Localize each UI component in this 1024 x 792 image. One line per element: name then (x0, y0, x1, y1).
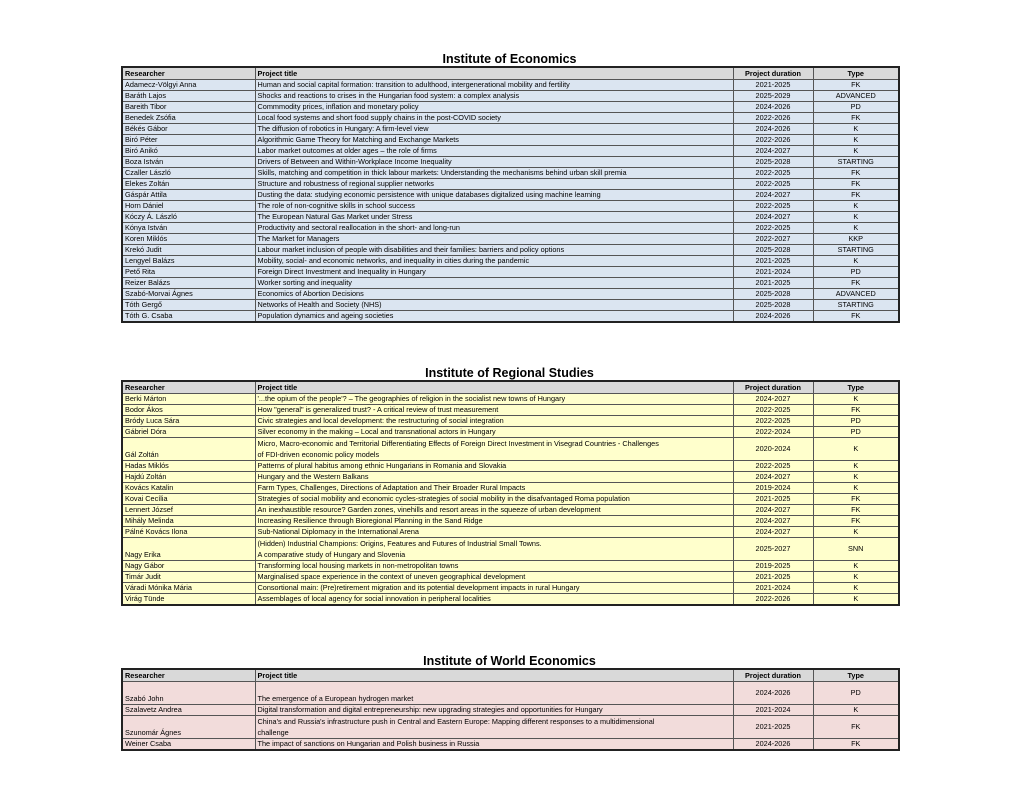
project-title-cell: Dusting the data: studying economic persistence with unique databases digitalized using machine learning (255, 190, 733, 201)
table-row (122, 179, 899, 190)
table-row (122, 438, 899, 461)
project-title-line (258, 682, 731, 693)
duration-cell: 2025-2029 (733, 91, 813, 102)
duration-cell: 2022-2025 (733, 405, 813, 416)
project-title-cell: Shocks and reactions to crises in the Hungarian food system: a complex analysis (255, 91, 733, 102)
table-header-row (122, 67, 899, 80)
project-title-line: A comparative study of Hungary and Slovenia (257, 550, 406, 559)
duration-cell: 2024-2026 (733, 124, 813, 135)
type-cell: PD (813, 267, 899, 278)
researcher-cell: Reizer Balázs (122, 278, 255, 289)
researcher-cell: Kónya István (122, 223, 255, 234)
project-title-cell: Drivers of Between and Within-Workplace Income Inequality (255, 157, 733, 168)
type-cell: KKP (813, 234, 899, 245)
researcher-cell: Gáspár Attila (122, 190, 255, 201)
world-economics-table (121, 668, 900, 751)
researcher-cell: Berki Márton (122, 394, 255, 405)
project-title-cell (255, 438, 733, 461)
type-cell: K (813, 461, 899, 472)
project-title-cell: Mobility, social- and economic networks, and inequality in cities during the pandemic (255, 256, 733, 267)
duration-cell: 2024-2027 (733, 505, 813, 516)
project-title-cell: Labor market outcomes at older ages – the role of firms (255, 146, 733, 157)
table-row (122, 135, 899, 146)
table-row (122, 538, 899, 561)
project-title-cell: Labour market inclusion of people with disabilities and their families: barriers and policy options (255, 245, 733, 256)
researcher-cell: Hadas Miklós (122, 461, 255, 472)
table-row (122, 289, 899, 300)
type-cell: K (813, 256, 899, 267)
project-title-cell: Increasing Resilience through Bioregional Planning in the Sand Ridge (255, 516, 733, 527)
project-title-cell: Networks of Health and Society (NHS) (255, 300, 733, 311)
researcher-cell: Adamecz-Völgyi Anna (122, 80, 255, 91)
type-cell: K (813, 527, 899, 538)
col-type-header: Type (813, 67, 899, 80)
researcher-cell: Kovács Katalin (122, 483, 255, 494)
duration-cell: 2025-2028 (733, 157, 813, 168)
researcher-cell: Mihály Melinda (122, 516, 255, 527)
project-title-cell: How "general" is generalized trust? - A critical review of trust measurement (255, 405, 733, 416)
project-title-cell (255, 682, 733, 705)
researcher-cell: Lengyel Balázs (122, 256, 255, 267)
type-cell: K (813, 124, 899, 135)
researcher-cell: Tóth G. Csaba (122, 311, 255, 323)
researcher-cell: Nagy Gábor (122, 561, 255, 572)
table-row (122, 472, 899, 483)
type-cell: FK (813, 716, 899, 739)
type-cell: STARTING (813, 245, 899, 256)
project-title-cell: Economics of Abortion Decisions (255, 289, 733, 300)
researcher-cell: Bródy Luca Sára (122, 416, 255, 427)
researcher-cell: Virág Tünde (122, 594, 255, 606)
type-cell: FK (813, 80, 899, 91)
table-row (122, 505, 899, 516)
table-row (122, 561, 899, 572)
type-cell: K (813, 561, 899, 572)
researcher-cell: Kovai Cecília (122, 494, 255, 505)
duration-cell: 2021-2025 (733, 80, 813, 91)
table-row (122, 234, 899, 245)
researcher-cell: Horn Dániel (122, 201, 255, 212)
project-title-cell: Assemblages of local agency for social innovation in peripheral localities (255, 594, 733, 606)
duration-cell: 2022-2025 (733, 416, 813, 427)
duration-cell: 2021-2025 (733, 494, 813, 505)
table-row (122, 300, 899, 311)
type-cell: FK (813, 179, 899, 190)
type-cell: K (813, 394, 899, 405)
researcher-cell: Pető Rita (122, 267, 255, 278)
table-row (122, 461, 899, 472)
duration-cell: 2024-2027 (733, 394, 813, 405)
project-title-cell (255, 716, 733, 739)
table-row (122, 583, 899, 594)
researcher-cell: Biró Péter (122, 135, 255, 146)
duration-cell: 2024-2027 (733, 472, 813, 483)
type-cell: K (813, 583, 899, 594)
researcher-cell: Kóczy Á. László (122, 212, 255, 223)
type-cell: K (813, 472, 899, 483)
col-title-header: Project title (255, 67, 733, 80)
type-cell: ADVANCED (813, 289, 899, 300)
table-row (122, 739, 899, 751)
table-row (122, 682, 899, 705)
project-title-line: Micro, Macro-economic and Territorial Differentiating Effects of Foreign Direct Investment in Visegrad Countries - Challenges (257, 439, 659, 448)
duration-cell: 2022-2026 (733, 135, 813, 146)
type-cell: K (813, 201, 899, 212)
table-row (122, 516, 899, 527)
duration-cell: 2020-2024 (733, 438, 813, 461)
duration-cell: 2022-2025 (733, 201, 813, 212)
type-cell: FK (813, 505, 899, 516)
researcher-cell: Hajdú Zoltán (122, 472, 255, 483)
project-title-cell: An inexhaustible resource? Garden zones, vinehills and resort areas in the squeeze of urban development (255, 505, 733, 516)
researcher-cell: Békés Gábor (122, 124, 255, 135)
duration-cell: 2021-2025 (733, 256, 813, 267)
project-title-cell: Population dynamics and ageing societies (255, 311, 733, 323)
duration-cell: 2024-2027 (733, 190, 813, 201)
project-title-cell: Strategies of social mobility and economic cycles-strategies of social mobility in the disafvantaged Roma population (255, 494, 733, 505)
project-title-cell: The role of non-cognitive skills in school success (255, 201, 733, 212)
table-row (122, 716, 899, 739)
researcher-cell: Szalavetz Andrea (122, 705, 255, 716)
project-title-cell: '...the opium of the people'? – The geographies of religion in the socialist new towns of Hungary (255, 394, 733, 405)
duration-cell: 2025-2028 (733, 289, 813, 300)
type-cell: FK (813, 113, 899, 124)
table-header-row (122, 381, 899, 394)
researcher-cell: Koren Miklós (122, 234, 255, 245)
duration-cell: 2024-2026 (733, 682, 813, 705)
researcher-cell: Szabó-Morvai Ágnes (122, 289, 255, 300)
section-title: Institute of Economics (442, 52, 577, 66)
type-cell: K (813, 223, 899, 234)
project-title-cell: Foreign Direct Investment and Inequality in Hungary (255, 267, 733, 278)
table-row (122, 80, 899, 91)
table-row (122, 146, 899, 157)
project-title-cell: Civic strategies and local development: the restructuring of social integration (255, 416, 733, 427)
project-title-line: challenge (257, 728, 289, 737)
duration-cell: 2024-2027 (733, 146, 813, 157)
duration-cell: 2021-2024 (733, 583, 813, 594)
duration-cell: 2021-2025 (733, 716, 813, 739)
col-duration-header: Project duration (733, 67, 813, 80)
project-title-cell (255, 538, 733, 561)
duration-cell: 2019-2024 (733, 483, 813, 494)
table-row (122, 527, 899, 538)
researcher-cell: Weiner Csaba (122, 739, 255, 751)
type-cell: FK (813, 405, 899, 416)
regional-table (121, 380, 900, 606)
researcher-cell: Elekes Zoltán (122, 179, 255, 190)
type-cell: K (813, 572, 899, 583)
table-row (122, 256, 899, 267)
col-title-header: Project title (255, 381, 733, 394)
researcher-cell: Szabó John (122, 682, 255, 705)
duration-cell: 2025-2028 (733, 245, 813, 256)
researcher-cell: Boza István (122, 157, 255, 168)
researcher-cell: Szunomár Ágnes (122, 716, 255, 739)
researcher-cell: Czaller László (122, 168, 255, 179)
duration-cell: 2021-2024 (733, 705, 813, 716)
table-row (122, 405, 899, 416)
researcher-cell: Timár Judit (122, 572, 255, 583)
table-row (122, 394, 899, 405)
type-cell: FK (813, 516, 899, 527)
table-row (122, 223, 899, 234)
table-row (122, 572, 899, 583)
duration-cell: 2022-2027 (733, 234, 813, 245)
researcher-cell: Váradi Mónika Mária (122, 583, 255, 594)
project-title-line: The emergence of a European hydrogen market (257, 694, 414, 703)
section-regional (121, 366, 898, 606)
duration-cell: 2024-2026 (733, 739, 813, 751)
project-title-line: China's and Russia's infrastructure push in Central and Eastern Europe: Mapping different responses to a multidimensional (257, 717, 655, 726)
duration-cell: 2024-2026 (733, 102, 813, 113)
table-row (122, 113, 899, 124)
duration-cell: 2024-2027 (733, 527, 813, 538)
table-row (122, 124, 899, 135)
type-cell: FK (813, 190, 899, 201)
table-row (122, 427, 899, 438)
col-type-header: Type (813, 381, 899, 394)
type-cell: FK (813, 278, 899, 289)
table-row (122, 245, 899, 256)
table-row (122, 102, 899, 113)
economics-table (121, 66, 900, 323)
duration-cell: 2024-2026 (733, 311, 813, 323)
researcher-cell: Benedek Zsófia (122, 113, 255, 124)
duration-cell: 2022-2026 (733, 113, 813, 124)
project-title-cell: Skills, matching and competition in thick labour markets: Understanding the mechanisms behind urban skill premia (255, 168, 733, 179)
researcher-cell: Bareith Tibor (122, 102, 255, 113)
duration-cell: 2022-2025 (733, 179, 813, 190)
duration-cell: 2025-2027 (733, 538, 813, 561)
table-row (122, 278, 899, 289)
project-title-cell: Marginalised space experience in the context of uneven geographical development (255, 572, 733, 583)
project-title-cell: Worker sorting and inequality (255, 278, 733, 289)
table-row (122, 416, 899, 427)
section-world-economics (121, 654, 898, 751)
col-researcher-header: Researcher (122, 669, 255, 682)
col-duration-header: Project duration (733, 381, 813, 394)
duration-cell: 2021-2025 (733, 278, 813, 289)
type-cell: PD (813, 416, 899, 427)
type-cell: STARTING (813, 157, 899, 168)
type-cell: K (813, 594, 899, 606)
project-title-cell: Sub-National Diplomacy in the International Arena (255, 527, 733, 538)
project-title-cell: The diffusion of robotics in Hungary: A firm-level view (255, 124, 733, 135)
type-cell: FK (813, 311, 899, 323)
researcher-cell: Baráth Lajos (122, 91, 255, 102)
researcher-cell: Bodor Ákos (122, 405, 255, 416)
researcher-cell: Krekó Judit (122, 245, 255, 256)
duration-cell: 2022-2025 (733, 461, 813, 472)
type-cell: ADVANCED (813, 91, 899, 102)
table-row (122, 91, 899, 102)
col-researcher-header: Researcher (122, 67, 255, 80)
col-researcher-header: Researcher (122, 381, 255, 394)
section-title: Institute of World Economics (423, 654, 596, 668)
project-title-cell: The Market for Managers (255, 234, 733, 245)
col-duration-header: Project duration (733, 669, 813, 682)
type-cell: PD (813, 102, 899, 113)
type-cell: FK (813, 494, 899, 505)
project-title-cell: Silver economy in the making – Local and transnational actors in Hungary (255, 427, 733, 438)
section-economics (121, 52, 898, 323)
duration-cell: 2019-2025 (733, 561, 813, 572)
duration-cell: 2024-2027 (733, 212, 813, 223)
project-title-cell: Human and social capital formation: transition to adulthood, intergenerational mobility and fertility (255, 80, 733, 91)
researcher-cell: Nagy Erika (122, 538, 255, 561)
duration-cell: 2022-2025 (733, 168, 813, 179)
project-title-cell: Productivity and sectoral reallocation in the short- and long-run (255, 223, 733, 234)
table-row (122, 201, 899, 212)
project-title-cell: The impact of sanctions on Hungarian and Polish business in Russia (255, 739, 733, 751)
type-cell: K (813, 483, 899, 494)
table-row (122, 157, 899, 168)
type-cell: SNN (813, 538, 899, 561)
type-cell: FK (813, 739, 899, 751)
type-cell: K (813, 135, 899, 146)
col-title-header: Project title (255, 669, 733, 682)
project-title-line: (Hidden) Industrial Champions: Origins, Features and Futures of Industrial Small Towns. (257, 539, 542, 548)
table-row (122, 594, 899, 606)
project-title-cell: Digital transformation and digital entrepreneurship: new upgrading strategies and opportunities for Hungary (255, 705, 733, 716)
project-title-cell: Patterns of plural habitus among ethnic Hungarians in Romania and Slovakia (255, 461, 733, 472)
table-row (122, 190, 899, 201)
table-row (122, 311, 899, 323)
table-row (122, 705, 899, 716)
project-title-cell: Algorithmic Game Theory for Matching and Exchange Markets (255, 135, 733, 146)
table-row (122, 212, 899, 223)
duration-cell: 2021-2025 (733, 572, 813, 583)
type-cell: K (813, 212, 899, 223)
table-header-row (122, 669, 899, 682)
project-title-cell: Transforming local housing markets in non-metropolitan towns (255, 561, 733, 572)
project-title-cell: Commmodity prices, inflation and monetary policy (255, 102, 733, 113)
project-title-cell: Hungary and the Western Balkans (255, 472, 733, 483)
researcher-cell: Lennert József (122, 505, 255, 516)
type-cell: K (813, 438, 899, 461)
table-row (122, 168, 899, 179)
researcher-cell: Biró Anikó (122, 146, 255, 157)
duration-cell: 2022-2025 (733, 223, 813, 234)
table-row (122, 494, 899, 505)
duration-cell: 2022-2026 (733, 594, 813, 606)
duration-cell: 2021-2024 (733, 267, 813, 278)
type-cell: PD (813, 682, 899, 705)
researcher-cell: Gábriel Dóra (122, 427, 255, 438)
researcher-cell: Pálné Kovács Ilona (122, 527, 255, 538)
type-cell: K (813, 705, 899, 716)
table-row (122, 267, 899, 278)
project-title-cell: Local food systems and short food supply chains in the post-COVID society (255, 113, 733, 124)
duration-cell: 2022-2024 (733, 427, 813, 438)
project-title-line: of FDI-driven economic policy models (257, 450, 380, 459)
section-title: Institute of Regional Studies (425, 366, 594, 380)
project-title-cell: The European Natural Gas Market under Stress (255, 212, 733, 223)
type-cell: PD (813, 427, 899, 438)
researcher-cell: Gál Zoltán (122, 438, 255, 461)
type-cell: STARTING (813, 300, 899, 311)
col-type-header: Type (813, 669, 899, 682)
type-cell: FK (813, 168, 899, 179)
table-row (122, 483, 899, 494)
duration-cell: 2025-2028 (733, 300, 813, 311)
project-title-cell: Structure and robustness of regional supplier networks (255, 179, 733, 190)
project-title-cell: Farm Types, Challenges, Directions of Adaptation and Their Broader Rural Impacts (255, 483, 733, 494)
researcher-cell: Tóth Gergő (122, 300, 255, 311)
project-title-cell: Consortional main: (Pre)retirement migration and its potential development impacts in rural Hungary (255, 583, 733, 594)
type-cell: K (813, 146, 899, 157)
duration-cell: 2024-2027 (733, 516, 813, 527)
